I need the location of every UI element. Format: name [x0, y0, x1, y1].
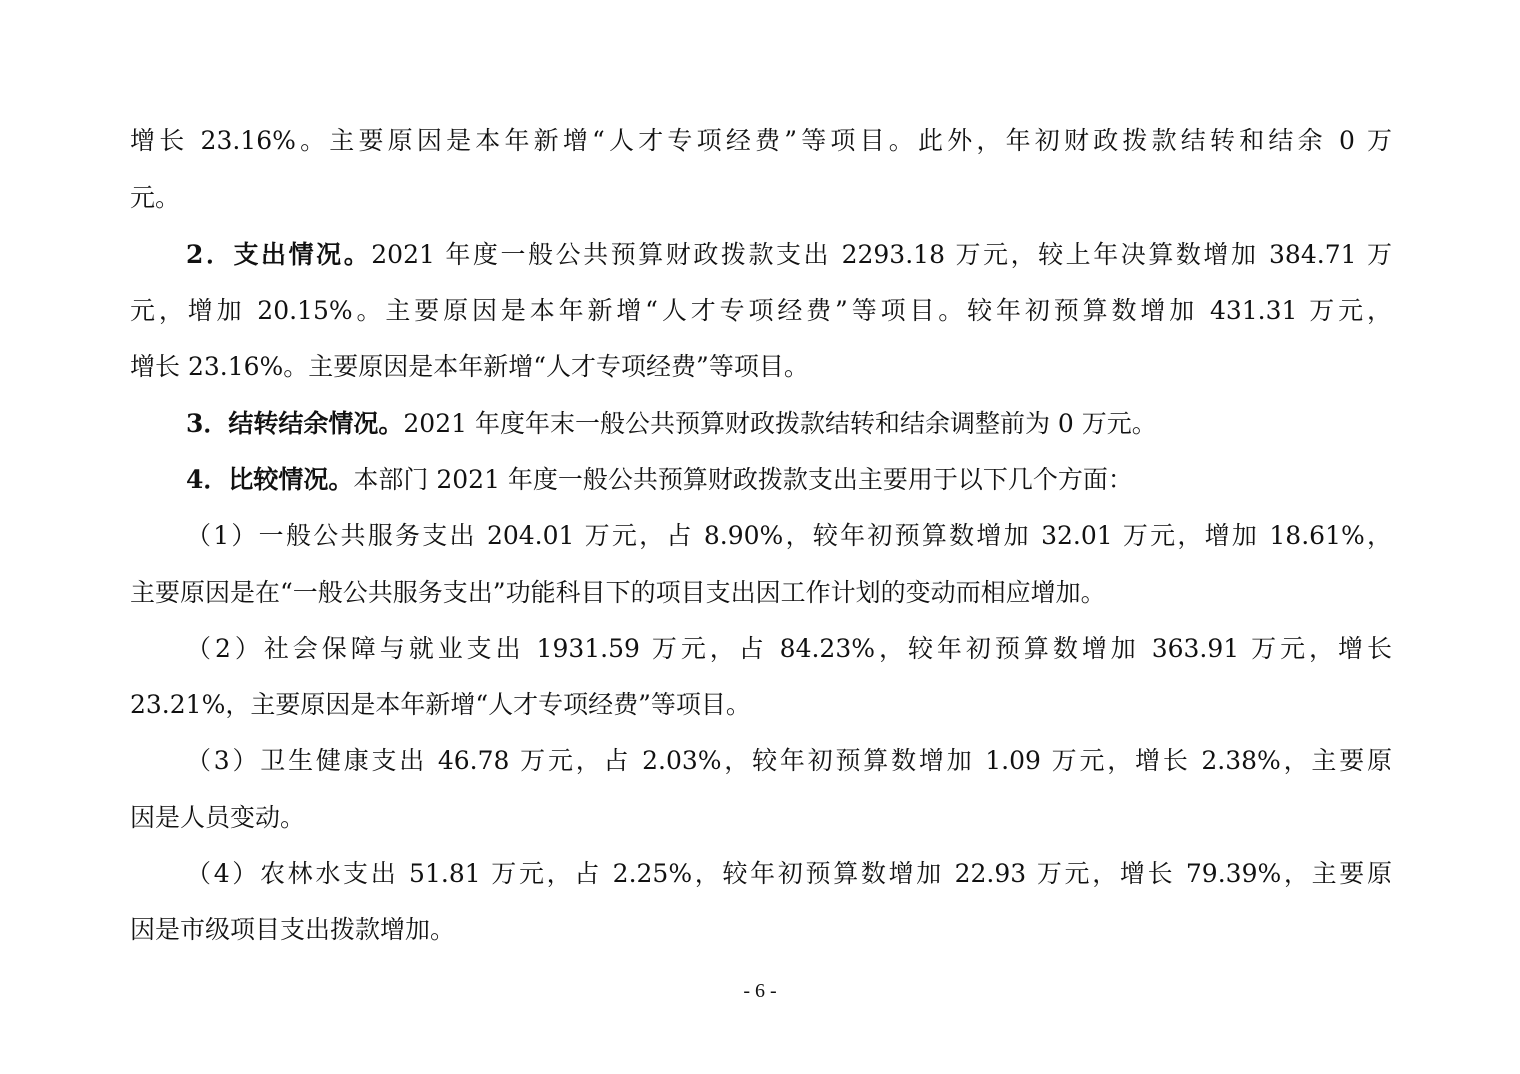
page-number: - 6 - [743, 980, 777, 1002]
section-heading-carryover: 3．结转结余情况。 [186, 409, 404, 438]
section-heading-expenditure: 2．支出情况。 [186, 240, 372, 269]
paragraph-carryover [186, 409, 1392, 439]
list-item-3: （3）卫生健康支出 46.78 万元，占 2.03%，较年初预算数增加 1.09 万元，增长 2.38%，主要原 [186, 746, 1392, 775]
text-line: 增长 23.16%。主要原因是本年新增“人才专项经费”等项目。 [130, 352, 809, 381]
text-run: 2021 年度一般公共预算财政拨款支出 2293.18 万元，较上年决算数增加 384.71 万 [371, 240, 1392, 269]
list-item-2: （2）社会保障与就业支出 1931.59 万元，占 84.23%，较年初预算数增加 363.91 万元，增长 [186, 634, 1392, 663]
paragraph-comparison [186, 465, 1392, 495]
text-line: 元，增加 20.15%。主要原因是本年新增“人才专项经费”等项目。较年初预算数增加 431.31 万元， [130, 296, 1392, 325]
list-item-1: （1）一般公共服务支出 204.01 万元，占 8.90%，较年初预算数增加 32.01 万元，增加 18.61%， [186, 521, 1392, 550]
section-heading-comparison: 4．比较情况。 [186, 465, 354, 494]
text-line: 增长 23.16%。主要原因是本年新增“人才专项经费”等项目。此外，年初财政拨款结转和结余 0 万 [130, 126, 1392, 155]
text-run: 2021 年度年末一般公共预算财政拨款结转和结余调整前为 0 万元。 [403, 409, 1157, 438]
paragraph-expenditure [186, 240, 1392, 270]
text-line: 主要原因是在“一般公共服务支出”功能科目下的项目支出因工作计划的变动而相应增加。 [130, 578, 1106, 607]
text-line: 因是人员变动。 [130, 803, 306, 832]
text-line: 因是市级项目支出拨款增加。 [130, 915, 456, 944]
text-run: 本部门 2021 年度一般公共预算财政拨款支出主要用于以下几个方面： [353, 465, 1133, 494]
text-line: 元。 [130, 183, 181, 212]
text-line: 23.21%，主要原因是本年新增“人才专项经费”等项目。 [130, 690, 751, 719]
list-item-4: （4）农林水支出 51.81 万元，占 2.25%，较年初预算数增加 22.93 万元，增长 79.39%，主要原 [186, 859, 1392, 888]
